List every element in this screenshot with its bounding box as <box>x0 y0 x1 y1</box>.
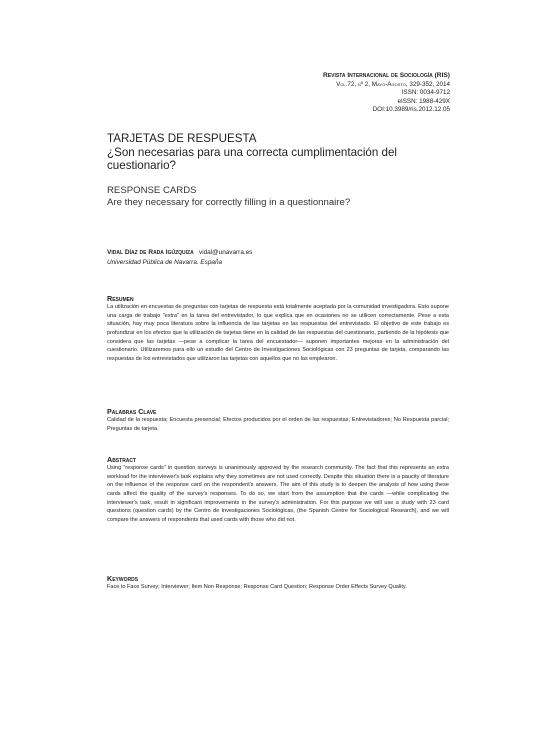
english-title-sub: Are they necessary for correctly filling in a questionnaire? <box>107 196 351 208</box>
journal-eissn: eISSN: 1988-429X <box>397 97 450 105</box>
author-name: Vidal Díaz de Rada Igúzquiza <box>107 249 194 256</box>
resumen-section <box>107 294 449 364</box>
spanish-title-sub: ¿Son necesarias para una correcta cumplimentación del cuestionario? <box>107 145 397 173</box>
title-block <box>107 132 447 209</box>
spanish-title-main: TARJETAS DE RESPUESTA <box>107 132 257 145</box>
palabras-clave-heading: Palabras Clave <box>107 407 157 416</box>
journal-doi: DOI:10.3989/ris.2012.12.05 <box>372 106 450 114</box>
resumen-heading: Resumen <box>107 294 134 303</box>
abstract-text: Using "response cards" in question surveys is unanimously approved by the research community. The fact that this represents an extra workload for the interviewer's task explains why they sometimes are not used correctly. Despite this situation there is a paucity of literature on the influence of the response card on the respondent's answers. The aim of this study is to deepen the analysis of how using these cards affect the quality of the survey's responses. To do so, we start from the assumption that the cards —while complicating the interviewer's task, result in significant improvements in the survey's administration. For this purpose we will use a study with 23 card questions (question cards) by the Centro de Investigaciones Sociológicas, (the Spanish Centre for Sociological Research), and we will compare the answers of respondents that used cards with those who did not. <box>107 465 449 523</box>
journal-header <box>323 72 450 115</box>
keywords-text: Face to Face Survey; Interviewer; Item Non Response; Response Card Question; Response Order Effects Survey Quality. <box>107 584 407 590</box>
author-block <box>107 248 252 267</box>
journal-name: Revista Internacional de Sociología (RIS) <box>323 72 450 79</box>
palabras-clave-section <box>107 407 449 433</box>
palabras-clave-text: Calidad de la respuesta; Encuesta presencial; Efectos producidos por el orden de las respuestas; Entrevistadores; No Respuesta parcial; Preguntas de tarjeta. <box>107 417 449 432</box>
keywords-heading: Keywords <box>107 574 139 583</box>
author-affiliation: Universidad Pública de Navarra. España <box>107 258 223 266</box>
journal-issue: Vol.72, nº 2, Mayo-Agosto, 329-352, 2014 <box>336 80 450 88</box>
spanish-title <box>107 132 447 173</box>
abstract-heading: Abstract <box>107 455 137 464</box>
author-email: vidal@unavarra.es <box>199 249 253 256</box>
resumen-text: La utilización en encuestas de preguntas con tarjetas de respuesta está totalmente aceptada por la comunidad investigadora. Esto supone una carga de trabajo "extra" en la tarea del entrevistador, lo que explica que en ocasiones no se utilicen correctamente. Pese a esta situación, hay muy poca literatura sobre la influencia de las tarjetas en las respuestas del entrevistado. El objetivo de este trabajo es profundizar en los efectos que la utilización de tarjetas tiene en la calidad de las respuestas del cuestionario, partiendo de la hipótesis que considera que las tarjetas —pese a complicar la tarea del encuestador— suponen importantes mejoras en la administración del cuestionario. Utilizaremos para ello un estudio del Centro de Investigaciones Sociológicas con 23 preguntas de tarjeta, comparando las respuestas de los entrevistados que utilizaron las tarjetas con aquellos que no las emplearon. <box>107 304 449 362</box>
abstract-section <box>107 455 449 525</box>
english-title-main: RESPONSE CARDS <box>107 184 197 196</box>
keywords-section <box>107 574 449 592</box>
journal-issn: ISSN: 0034-9712 <box>401 89 450 97</box>
english-title <box>107 185 447 209</box>
